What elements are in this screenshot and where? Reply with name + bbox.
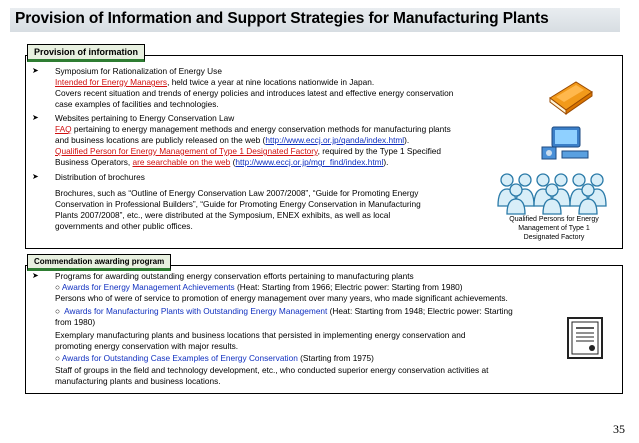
symposium-heading: Symposium for Rationalization of Energy Use [55, 66, 222, 76]
websites-line: FAQ pertaining to energy management methods and energy conservation methods for manufacturing plants [55, 124, 451, 134]
websites-line: Qualified Person for Energy Management of Type 1 Designated Factory, required by the Type 1 Specified [55, 146, 442, 156]
computer-icon [540, 125, 592, 163]
circle-bullet-icon: ○ [55, 353, 62, 363]
page-title: Provision of Information and Support Strategies for Manufacturing Plants [15, 10, 549, 27]
programs-heading: Programs for awarding outstanding energy conservation efforts pertaining to manufacturing plants [55, 271, 414, 281]
symposium-desc: case examples of facilities and technologies. [55, 99, 219, 109]
websites-heading: Websites pertaining to Energy Conservation Law [55, 113, 235, 123]
award2-desc: promoting energy conservation with major results. [55, 341, 239, 351]
energy-managers-link[interactable]: Intended for Energy Managers [55, 77, 168, 87]
circle-bullet-icon: ○ [55, 282, 62, 292]
award2-line: ○ Awards for Manufacturing Plants with Outstanding Energy Management (Heat: Starting from 1948; Electric power: Starting [55, 306, 513, 316]
circle-bullet-icon: ○ [55, 306, 65, 316]
qanda-url-link[interactable]: http://www.eccj.or.jp/qanda/index.html [265, 135, 405, 145]
book-icon [546, 78, 594, 116]
certificate-icon [566, 316, 604, 360]
bullet-arrow-icon: ➤ [32, 172, 39, 181]
page-number: 35 [613, 422, 625, 436]
bullet-arrow-icon: ➤ [32, 271, 39, 280]
mgr-find-url-link[interactable]: http://www.eccj.or.jp/mgr_find/index.html [235, 157, 384, 167]
award1-name[interactable]: Awards for Energy Management Achievements [61, 282, 235, 292]
award3-line: ○ Awards for Outstanding Case Examples of Energy Conservation (Starting from 1975) [55, 353, 374, 363]
qualified-persons-caption: Qualified Persons for Energy Management of Type 1 Designated Factory [509, 216, 599, 241]
award1-line: ○ Awards for Energy Management Achievements (Heat: Starting from 1966; Electric power: Starting from 1980) [55, 282, 463, 292]
award3-desc: manufacturing plants and business locations. [55, 376, 221, 386]
brochures-desc: Plants 2007/2008”, etc., were distributed at the Symposium, ENEX exhibits, as well as local [55, 210, 391, 220]
brochures-heading: Distribution of brochures [55, 172, 145, 182]
award2-name[interactable]: Awards for Manufacturing Plants with Outstanding Energy Management [64, 306, 328, 316]
brochures-desc: Conservation in Professional Builders”, “Guide for Promoting Energy Conservation in Manufacturing [55, 199, 421, 209]
information-tab: Provision of information [27, 44, 145, 62]
brochures-desc: governments and other public offices. [55, 221, 193, 231]
brochures-desc: Brochures, such as “Outline of Energy Conservation Law 2007/2008”, “Guide for Promoting Energy [55, 188, 419, 198]
award2-line2: from 1980) [55, 317, 96, 327]
award3-desc: Staff of groups in the field and technology development, etc., who conducted superior energy conservation activities at [55, 365, 489, 375]
symposium-desc: Covers recent situation and trends of energy policies and introduces latest and effective energy conservation [55, 88, 454, 98]
award1-desc: Persons who of were of service to promotion of energy management over many years, who made significant achievements. [55, 293, 508, 303]
websites-line: Business Operators, are searchable on the web (http://www.eccj.or.jp/mgr_find/index.html). [55, 157, 389, 167]
commendation-tab: Commendation awarding program [27, 254, 171, 271]
qualified-person-link[interactable]: Qualified Person for Energy Management of Type 1 Designated Factory [55, 146, 318, 156]
bullet-arrow-icon: ➤ [32, 66, 39, 75]
symposium-line: Intended for Energy Managers, held twice a year at nine locations nationwide in Japan. [55, 77, 375, 87]
faq-link[interactable]: FAQ [55, 124, 72, 134]
websites-line: and business locations are publicly released on the web (http://www.eccj.or.jp/qanda/index.html). [55, 135, 410, 145]
bullet-arrow-icon: ➤ [32, 113, 39, 122]
searchable-link[interactable]: are searchable on the web [132, 157, 231, 167]
award3-name[interactable]: Awards for Outstanding Case Examples of Energy Conservation [61, 353, 298, 363]
people-group-icon [495, 170, 615, 214]
award2-desc: Exemplary manufacturing plants and business locations that persisted in implementing energy conservation and [55, 330, 466, 340]
